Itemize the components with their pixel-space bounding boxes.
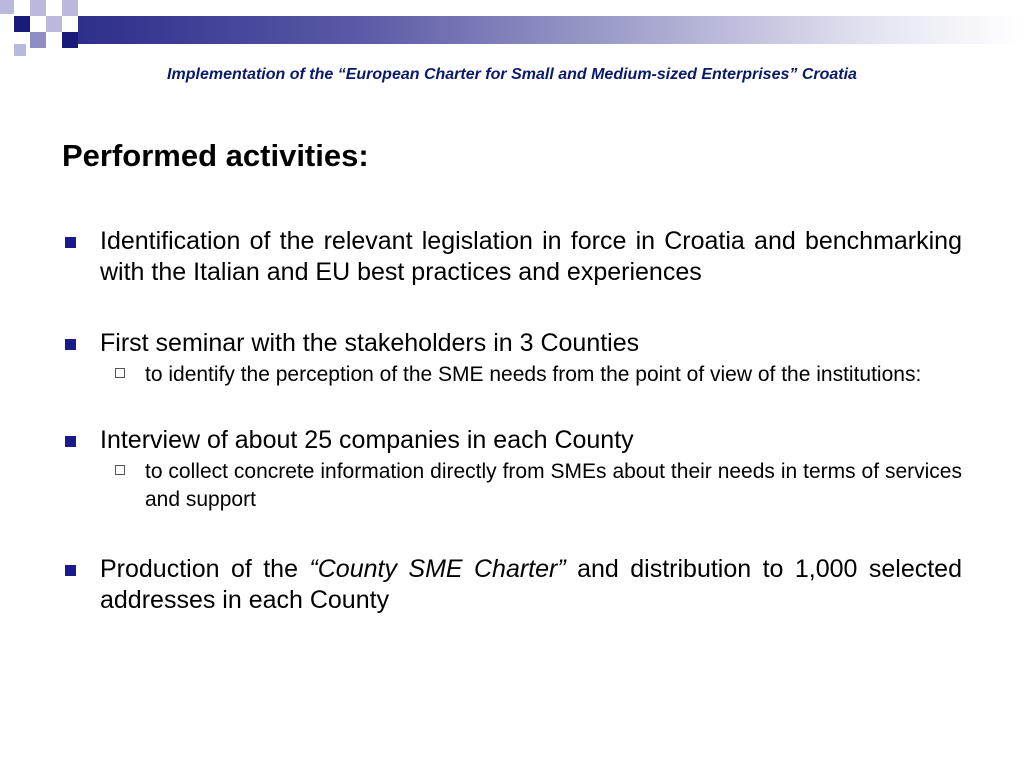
list-item-text-end: and distribution to 1,000 selected addresses in each County <box>100 555 962 614</box>
list-item-text: Interview of about 25 companies in each County <box>100 426 634 454</box>
sub-list-item-text: to collect concrete information directly from SMEs about their needs in terms of services and support <box>145 460 962 511</box>
list-item <box>62 554 962 616</box>
hollow-square-bullet-icon <box>115 368 125 378</box>
decor-square <box>0 0 14 14</box>
square-bullet-icon <box>65 339 76 350</box>
decor-square <box>46 16 62 32</box>
list-item-text: First seminar with the stakeholders in 3 Counties <box>100 329 640 357</box>
square-bullet-icon <box>65 436 76 447</box>
decor-square <box>30 32 46 48</box>
list-item-text: Identification of the relevant legislation in force in Croatia and benchmarking with the Italian and EU best practices and experiences <box>100 227 962 286</box>
list-item <box>62 328 962 359</box>
sub-list-item-text: to identify the perception of the SME needs from the point of view of the institutions: <box>145 363 922 386</box>
decor-square <box>30 0 46 16</box>
square-bullet-icon <box>65 237 76 248</box>
sub-list-item <box>62 458 962 514</box>
decor-square <box>14 44 26 56</box>
decor-square <box>62 0 78 16</box>
sub-list-item <box>62 361 962 389</box>
slide-heading: Performed activities: <box>62 138 369 173</box>
slide-header-title: Implementation of the “European Charter for Small and Medium-sized Enterprises” Croatia <box>167 66 857 83</box>
hollow-square-bullet-icon <box>115 465 125 475</box>
decor-square <box>62 32 78 48</box>
header-gradient-band <box>78 16 1024 44</box>
list-item <box>62 226 962 288</box>
list-item <box>62 425 962 456</box>
square-bullet-icon <box>65 565 76 576</box>
bullet-list <box>62 226 962 616</box>
county-sme-charter-term: “County SME Charter” <box>309 555 566 583</box>
decor-square <box>14 16 30 32</box>
list-item-text-start: Production of the <box>100 555 310 583</box>
